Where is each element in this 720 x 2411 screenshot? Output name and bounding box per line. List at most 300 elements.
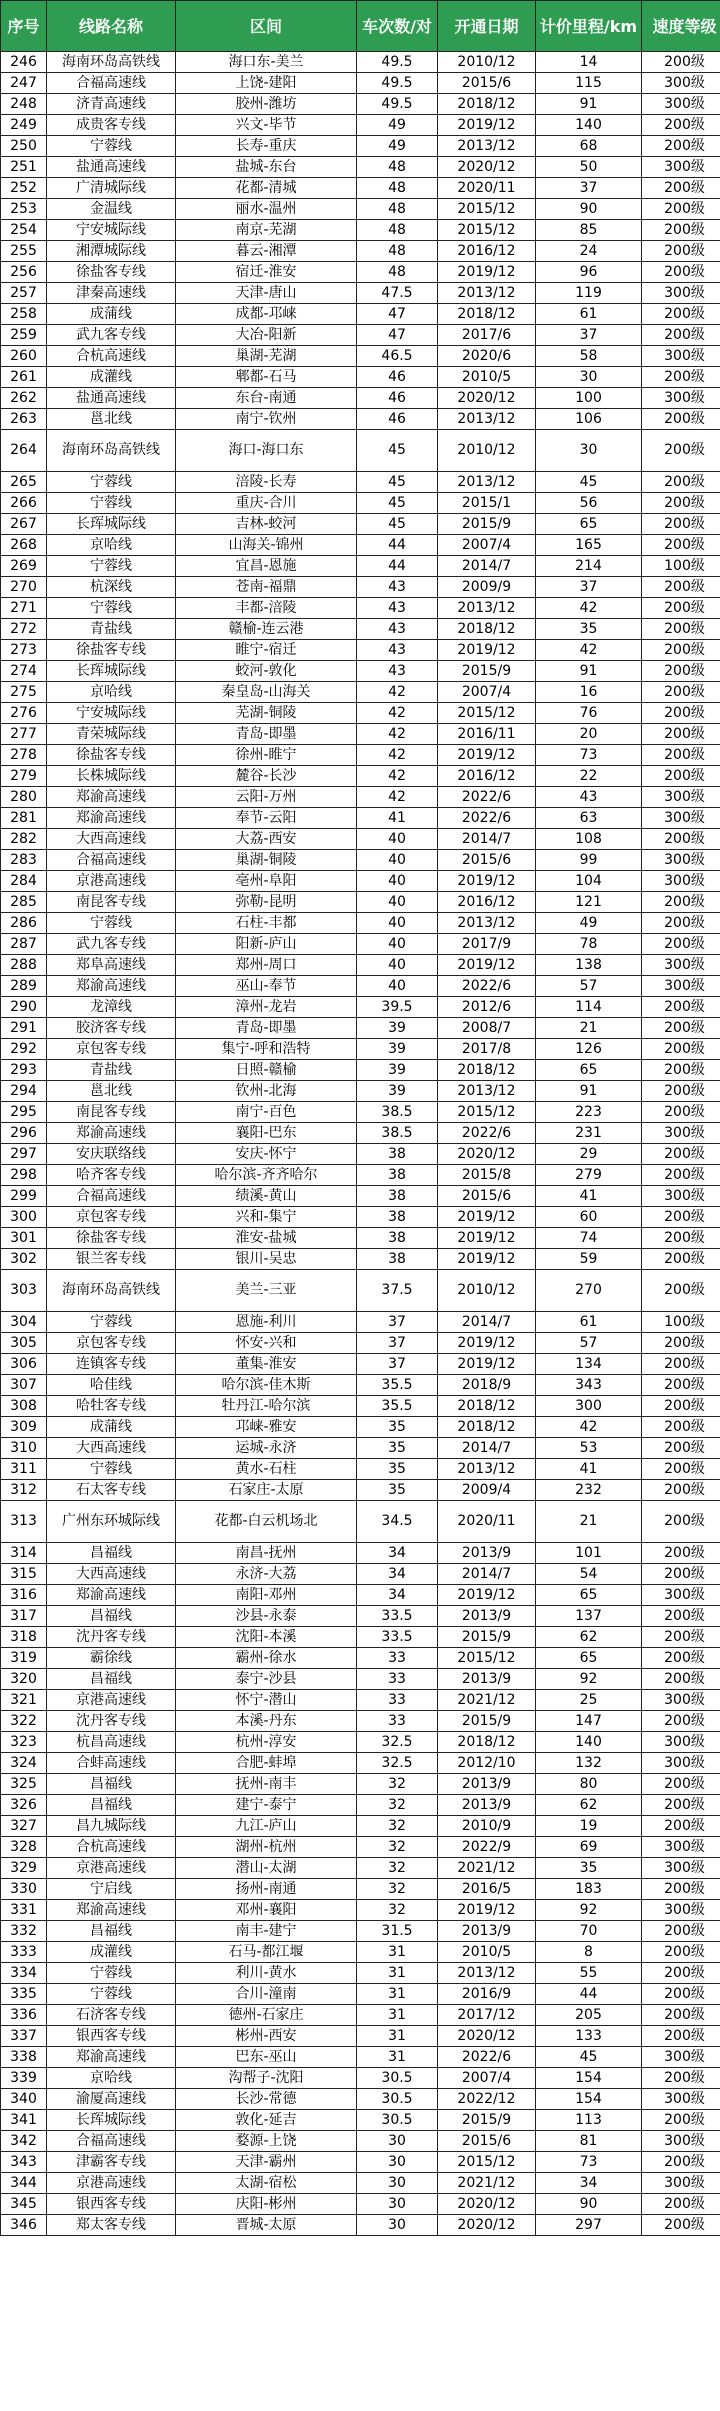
- table-row: [1, 934, 720, 955]
- cell-line-name: 宁蓉线: [47, 1963, 176, 1984]
- cell-section: 南宁-钦州: [176, 409, 357, 430]
- cell-train-pairs: 37: [357, 1354, 438, 1375]
- cell-section: 襄阳-巴东: [176, 1123, 357, 1144]
- header-index: 序号: [1, 1, 47, 52]
- table-row: [1, 1375, 720, 1396]
- cell-mileage: 25: [536, 1690, 642, 1711]
- cell-section: 赣榆-连云港: [176, 619, 357, 640]
- cell-section: 哈尔滨-佳木斯: [176, 1375, 357, 1396]
- table-row: [1, 1249, 720, 1270]
- cell-open-date: 2022/6: [438, 808, 536, 829]
- table-row: [1, 535, 720, 556]
- cell-speed-class: 200级: [642, 703, 720, 724]
- cell-train-pairs: 38.5: [357, 1102, 438, 1123]
- cell-train-pairs: 38: [357, 1186, 438, 1207]
- cell-mileage: 19: [536, 1816, 642, 1837]
- table-row: [1, 1039, 720, 1060]
- cell-train-pairs: 31: [357, 2026, 438, 2047]
- cell-index: 309: [1, 1417, 47, 1438]
- cell-index: 287: [1, 934, 47, 955]
- cell-index: 329: [1, 1858, 47, 1879]
- cell-index: 332: [1, 1921, 47, 1942]
- cell-section: 弥勒-昆明: [176, 892, 357, 913]
- cell-train-pairs: 48: [357, 241, 438, 262]
- cell-train-pairs: 40: [357, 850, 438, 871]
- cell-index: 313: [1, 1501, 47, 1543]
- cell-speed-class: 200级: [642, 1459, 720, 1480]
- cell-speed-class: 200级: [642, 1921, 720, 1942]
- cell-mileage: 300: [536, 1396, 642, 1417]
- cell-mileage: 21: [536, 1018, 642, 1039]
- cell-section: 漳州-龙岩: [176, 997, 357, 1018]
- cell-section: 丽水-温州: [176, 199, 357, 220]
- cell-line-name: 郑渝高速线: [47, 808, 176, 829]
- cell-mileage: 34: [536, 2173, 642, 2194]
- cell-mileage: 91: [536, 661, 642, 682]
- cell-speed-class: 200级: [642, 1795, 720, 1816]
- cell-mileage: 101: [536, 1543, 642, 1564]
- cell-open-date: 2013/12: [438, 598, 536, 619]
- cell-line-name: 昌福线: [47, 1921, 176, 1942]
- table-row: [1, 2005, 720, 2026]
- cell-open-date: 2018/12: [438, 304, 536, 325]
- cell-speed-class: 200级: [642, 1774, 720, 1795]
- cell-speed-class: 300级: [642, 157, 720, 178]
- cell-section: 九江-庐山: [176, 1816, 357, 1837]
- cell-speed-class: 200级: [642, 766, 720, 787]
- table-row: [1, 1354, 720, 1375]
- table-row: [1, 2194, 720, 2215]
- cell-section: 敦化-延吉: [176, 2110, 357, 2131]
- cell-section: 亳州-阜阳: [176, 871, 357, 892]
- cell-index: 255: [1, 241, 47, 262]
- table-row: [1, 1396, 720, 1417]
- cell-open-date: 2013/9: [438, 1774, 536, 1795]
- table-row: [1, 745, 720, 766]
- cell-line-name: 成蒲线: [47, 304, 176, 325]
- cell-speed-class: 200级: [642, 304, 720, 325]
- cell-train-pairs: 32: [357, 1816, 438, 1837]
- table-row: [1, 178, 720, 199]
- cell-mileage: 223: [536, 1102, 642, 1123]
- cell-train-pairs: 30: [357, 2194, 438, 2215]
- cell-speed-class: 200级: [642, 2215, 720, 2236]
- cell-mileage: 37: [536, 178, 642, 199]
- table-row: [1, 1921, 720, 1942]
- cell-section: 婺源-上饶: [176, 2131, 357, 2152]
- table-row: [1, 892, 720, 913]
- cell-train-pairs: 32: [357, 1879, 438, 1900]
- table-row: [1, 1585, 720, 1606]
- cell-train-pairs: 40: [357, 934, 438, 955]
- cell-index: 269: [1, 556, 47, 577]
- cell-speed-class: 200级: [642, 913, 720, 934]
- table-row: [1, 2131, 720, 2152]
- cell-mileage: 37: [536, 577, 642, 598]
- cell-train-pairs: 48: [357, 178, 438, 199]
- table-row: [1, 1564, 720, 1585]
- table-row: [1, 1879, 720, 1900]
- cell-speed-class: 200级: [642, 1627, 720, 1648]
- cell-section: 银川-吴忠: [176, 1249, 357, 1270]
- cell-train-pairs: 44: [357, 556, 438, 577]
- table-row: [1, 2068, 720, 2089]
- cell-mileage: 270: [536, 1270, 642, 1312]
- cell-open-date: 2010/12: [438, 1270, 536, 1312]
- cell-speed-class: 300级: [642, 1585, 720, 1606]
- cell-open-date: 2013/9: [438, 1606, 536, 1627]
- cell-train-pairs: 49.5: [357, 52, 438, 73]
- cell-open-date: 2016/11: [438, 724, 536, 745]
- cell-open-date: 2013/12: [438, 472, 536, 493]
- cell-index: 279: [1, 766, 47, 787]
- cell-speed-class: 300级: [642, 808, 720, 829]
- cell-open-date: 2018/9: [438, 1375, 536, 1396]
- cell-open-date: 2015/9: [438, 2110, 536, 2131]
- cell-open-date: 2015/6: [438, 850, 536, 871]
- cell-speed-class: 300级: [642, 1900, 720, 1921]
- cell-speed-class: 200级: [642, 1711, 720, 1732]
- cell-train-pairs: 43: [357, 598, 438, 619]
- cell-open-date: 2021/12: [438, 1690, 536, 1711]
- cell-train-pairs: 32: [357, 1795, 438, 1816]
- cell-speed-class: 200级: [642, 1816, 720, 1837]
- table-row: [1, 1627, 720, 1648]
- header-line-name: 线路名称: [47, 1, 176, 52]
- cell-index: 336: [1, 2005, 47, 2026]
- cell-speed-class: 200级: [642, 52, 720, 73]
- cell-train-pairs: 49.5: [357, 73, 438, 94]
- cell-speed-class: 200级: [642, 1207, 720, 1228]
- cell-mileage: 138: [536, 955, 642, 976]
- cell-open-date: 2010/5: [438, 367, 536, 388]
- cell-index: 337: [1, 2026, 47, 2047]
- cell-line-name: 银西客专线: [47, 2194, 176, 2215]
- table-row: [1, 556, 720, 577]
- cell-index: 250: [1, 136, 47, 157]
- cell-train-pairs: 42: [357, 745, 438, 766]
- table-row: [1, 262, 720, 283]
- cell-line-name: 宁安城际线: [47, 703, 176, 724]
- cell-open-date: 2015/12: [438, 1648, 536, 1669]
- cell-train-pairs: 35: [357, 1480, 438, 1501]
- cell-line-name: 郑渝高速线: [47, 1585, 176, 1606]
- table-row: [1, 1711, 720, 1732]
- cell-line-name: 昌福线: [47, 1774, 176, 1795]
- cell-train-pairs: 32: [357, 1858, 438, 1879]
- cell-train-pairs: 32.5: [357, 1753, 438, 1774]
- cell-mileage: 22: [536, 766, 642, 787]
- cell-line-name: 昌福线: [47, 1669, 176, 1690]
- table-row: [1, 2152, 720, 2173]
- cell-line-name: 京哈线: [47, 682, 176, 703]
- cell-open-date: 2022/6: [438, 1123, 536, 1144]
- cell-mileage: 65: [536, 514, 642, 535]
- table-row: [1, 1984, 720, 2005]
- cell-open-date: 2018/12: [438, 94, 536, 115]
- cell-mileage: 60: [536, 1207, 642, 1228]
- cell-train-pairs: 45: [357, 472, 438, 493]
- cell-index: 257: [1, 283, 47, 304]
- cell-section: 石马-都江堰: [176, 1942, 357, 1963]
- cell-mileage: 68: [536, 136, 642, 157]
- table-row: [1, 1186, 720, 1207]
- cell-section: 山海关-锦州: [176, 535, 357, 556]
- cell-speed-class: 200级: [642, 1081, 720, 1102]
- cell-open-date: 2015/8: [438, 1165, 536, 1186]
- cell-section: 吉林-蛟河: [176, 514, 357, 535]
- cell-section: 邓州-襄阳: [176, 1900, 357, 1921]
- cell-train-pairs: 47.5: [357, 283, 438, 304]
- cell-speed-class: 300级: [642, 787, 720, 808]
- cell-speed-class: 300级: [642, 2089, 720, 2110]
- cell-speed-class: 200级: [642, 262, 720, 283]
- cell-open-date: 2018/12: [438, 1732, 536, 1753]
- cell-open-date: 2017/6: [438, 325, 536, 346]
- cell-index: 268: [1, 535, 47, 556]
- cell-line-name: 沈丹客专线: [47, 1627, 176, 1648]
- cell-train-pairs: 33: [357, 1669, 438, 1690]
- cell-mileage: 279: [536, 1165, 642, 1186]
- cell-train-pairs: 37: [357, 1333, 438, 1354]
- cell-train-pairs: 35: [357, 1417, 438, 1438]
- cell-mileage: 57: [536, 1333, 642, 1354]
- cell-train-pairs: 43: [357, 619, 438, 640]
- table-row: [1, 367, 720, 388]
- table-row: [1, 808, 720, 829]
- cell-speed-class: 200级: [642, 1669, 720, 1690]
- cell-section: 涪陵-长寿: [176, 472, 357, 493]
- cell-line-name: 京哈线: [47, 535, 176, 556]
- cell-speed-class: 200级: [642, 1543, 720, 1564]
- table-row: [1, 1753, 720, 1774]
- cell-section: 盐城-东台: [176, 157, 357, 178]
- cell-line-name: 合福高速线: [47, 1186, 176, 1207]
- table-row: [1, 2215, 720, 2236]
- table-row: [1, 241, 720, 262]
- cell-section: 秦皇岛-山海关: [176, 682, 357, 703]
- cell-train-pairs: 40: [357, 913, 438, 934]
- cell-mileage: 154: [536, 2068, 642, 2089]
- table-row: [1, 1270, 720, 1312]
- cell-section: 沙县-永泰: [176, 1606, 357, 1627]
- cell-open-date: 2013/12: [438, 136, 536, 157]
- cell-line-name: 长珲城际线: [47, 2110, 176, 2131]
- cell-speed-class: 300级: [642, 1753, 720, 1774]
- cell-section: 长沙-常德: [176, 2089, 357, 2110]
- cell-speed-class: 200级: [642, 661, 720, 682]
- cell-open-date: 2022/6: [438, 787, 536, 808]
- cell-line-name: 成灌线: [47, 367, 176, 388]
- cell-section: 长寿-重庆: [176, 136, 357, 157]
- cell-open-date: 2013/12: [438, 1963, 536, 1984]
- cell-line-name: 邕北线: [47, 1081, 176, 1102]
- table-row: [1, 514, 720, 535]
- cell-open-date: 2022/9: [438, 1837, 536, 1858]
- cell-mileage: 21: [536, 1501, 642, 1543]
- cell-mileage: 43: [536, 787, 642, 808]
- cell-train-pairs: 31: [357, 2005, 438, 2026]
- cell-speed-class: 300级: [642, 955, 720, 976]
- table-row: [1, 724, 720, 745]
- cell-mileage: 134: [536, 1354, 642, 1375]
- cell-speed-class: 300级: [642, 73, 720, 94]
- cell-mileage: 119: [536, 283, 642, 304]
- cell-section: 青岛-即墨: [176, 724, 357, 745]
- cell-train-pairs: 30.5: [357, 2089, 438, 2110]
- cell-section: 邛崃-雅安: [176, 1417, 357, 1438]
- cell-mileage: 76: [536, 703, 642, 724]
- cell-train-pairs: 32: [357, 1900, 438, 1921]
- cell-index: 256: [1, 262, 47, 283]
- cell-line-name: 合杭高速线: [47, 1837, 176, 1858]
- cell-open-date: 2016/12: [438, 766, 536, 787]
- cell-speed-class: 200级: [642, 535, 720, 556]
- cell-train-pairs: 40: [357, 829, 438, 850]
- cell-index: 282: [1, 829, 47, 850]
- cell-line-name: 龙漳线: [47, 997, 176, 1018]
- cell-speed-class: 200级: [642, 220, 720, 241]
- cell-index: 315: [1, 1564, 47, 1585]
- cell-train-pairs: 40: [357, 976, 438, 997]
- cell-section: 牡丹江-哈尔滨: [176, 1396, 357, 1417]
- cell-mileage: 183: [536, 1879, 642, 1900]
- cell-index: 308: [1, 1396, 47, 1417]
- table-row: [1, 955, 720, 976]
- cell-mileage: 53: [536, 1438, 642, 1459]
- header-speed-class: 速度等级: [642, 1, 720, 52]
- cell-line-name: 合福高速线: [47, 73, 176, 94]
- cell-index: 320: [1, 1669, 47, 1690]
- cell-speed-class: 200级: [642, 1480, 720, 1501]
- cell-index: 331: [1, 1900, 47, 1921]
- cell-train-pairs: 38: [357, 1207, 438, 1228]
- cell-speed-class: 200级: [642, 2152, 720, 2173]
- cell-section: 云阳-万州: [176, 787, 357, 808]
- cell-train-pairs: 33: [357, 1648, 438, 1669]
- cell-line-name: 霸徐线: [47, 1648, 176, 1669]
- cell-mileage: 114: [536, 997, 642, 1018]
- cell-line-name: 邕北线: [47, 409, 176, 430]
- cell-mileage: 133: [536, 2026, 642, 2047]
- cell-line-name: 京包客专线: [47, 1039, 176, 1060]
- cell-speed-class: 200级: [642, 997, 720, 1018]
- cell-mileage: 90: [536, 199, 642, 220]
- cell-line-name: 宁蓉线: [47, 913, 176, 934]
- table-row: [1, 1648, 720, 1669]
- cell-index: 333: [1, 1942, 47, 1963]
- cell-section: 东台-南通: [176, 388, 357, 409]
- cell-open-date: 2022/12: [438, 2089, 536, 2110]
- cell-train-pairs: 44: [357, 535, 438, 556]
- cell-line-name: 昌福线: [47, 1543, 176, 1564]
- cell-mileage: 65: [536, 1060, 642, 1081]
- cell-speed-class: 200级: [642, 1879, 720, 1900]
- cell-section: 天津-霸州: [176, 2152, 357, 2173]
- table-row: [1, 913, 720, 934]
- cell-index: 307: [1, 1375, 47, 1396]
- cell-open-date: 2010/9: [438, 1816, 536, 1837]
- cell-mileage: 231: [536, 1123, 642, 1144]
- cell-mileage: 90: [536, 2194, 642, 2215]
- cell-section: 蛟河-敦化: [176, 661, 357, 682]
- table-row: [1, 1900, 720, 1921]
- cell-open-date: 2020/12: [438, 388, 536, 409]
- cell-speed-class: 200级: [642, 1438, 720, 1459]
- cell-mileage: 73: [536, 745, 642, 766]
- table-row: [1, 1207, 720, 1228]
- cell-mileage: 14: [536, 52, 642, 73]
- cell-speed-class: 200级: [642, 1564, 720, 1585]
- cell-speed-class: 200级: [642, 2068, 720, 2089]
- table-row: [1, 1480, 720, 1501]
- cell-line-name: 长珲城际线: [47, 514, 176, 535]
- table-row: [1, 997, 720, 1018]
- cell-mileage: 104: [536, 871, 642, 892]
- cell-open-date: 2017/9: [438, 934, 536, 955]
- table-row: [1, 1333, 720, 1354]
- cell-train-pairs: 34.5: [357, 1501, 438, 1543]
- cell-section: 日照-赣榆: [176, 1060, 357, 1081]
- cell-speed-class: 200级: [642, 1417, 720, 1438]
- cell-open-date: 2020/12: [438, 2026, 536, 2047]
- cell-section: 海口-海口东: [176, 430, 357, 472]
- cell-section: 安庆-怀宁: [176, 1144, 357, 1165]
- cell-section: 哈尔滨-齐齐哈尔: [176, 1165, 357, 1186]
- cell-index: 258: [1, 304, 47, 325]
- table-row: [1, 682, 720, 703]
- table-row: [1, 1060, 720, 1081]
- cell-section: 钦州-北海: [176, 1081, 357, 1102]
- cell-mileage: 61: [536, 304, 642, 325]
- table-row: [1, 493, 720, 514]
- cell-index: 276: [1, 703, 47, 724]
- cell-train-pairs: 38: [357, 1249, 438, 1270]
- cell-section: 青岛-即墨: [176, 1018, 357, 1039]
- cell-section: 抚州-南丰: [176, 1774, 357, 1795]
- table-row: [1, 430, 720, 472]
- cell-speed-class: 200级: [642, 1039, 720, 1060]
- cell-mileage: 70: [536, 1921, 642, 1942]
- cell-mileage: 81: [536, 2131, 642, 2152]
- cell-speed-class: 200级: [642, 2110, 720, 2131]
- table-row: [1, 1144, 720, 1165]
- cell-open-date: 2016/9: [438, 1984, 536, 2005]
- cell-open-date: 2018/12: [438, 619, 536, 640]
- cell-open-date: 2013/9: [438, 1795, 536, 1816]
- table-row: [1, 199, 720, 220]
- cell-speed-class: 300级: [642, 1837, 720, 1858]
- cell-line-name: 合福高速线: [47, 2131, 176, 2152]
- cell-train-pairs: 45: [357, 430, 438, 472]
- cell-speed-class: 200级: [642, 514, 720, 535]
- cell-train-pairs: 43: [357, 661, 438, 682]
- cell-train-pairs: 48: [357, 220, 438, 241]
- cell-speed-class: 200级: [642, 829, 720, 850]
- cell-speed-class: 200级: [642, 1606, 720, 1627]
- cell-index: 278: [1, 745, 47, 766]
- cell-index: 343: [1, 2152, 47, 2173]
- cell-speed-class: 200级: [642, 1648, 720, 1669]
- cell-train-pairs: 37: [357, 1312, 438, 1333]
- cell-section: 本溪-丹东: [176, 1711, 357, 1732]
- cell-open-date: 2017/8: [438, 1039, 536, 1060]
- cell-speed-class: 200级: [642, 1165, 720, 1186]
- header-open-date: 开通日期: [438, 1, 536, 52]
- cell-open-date: 2013/9: [438, 1669, 536, 1690]
- cell-mileage: 16: [536, 682, 642, 703]
- cell-index: 286: [1, 913, 47, 934]
